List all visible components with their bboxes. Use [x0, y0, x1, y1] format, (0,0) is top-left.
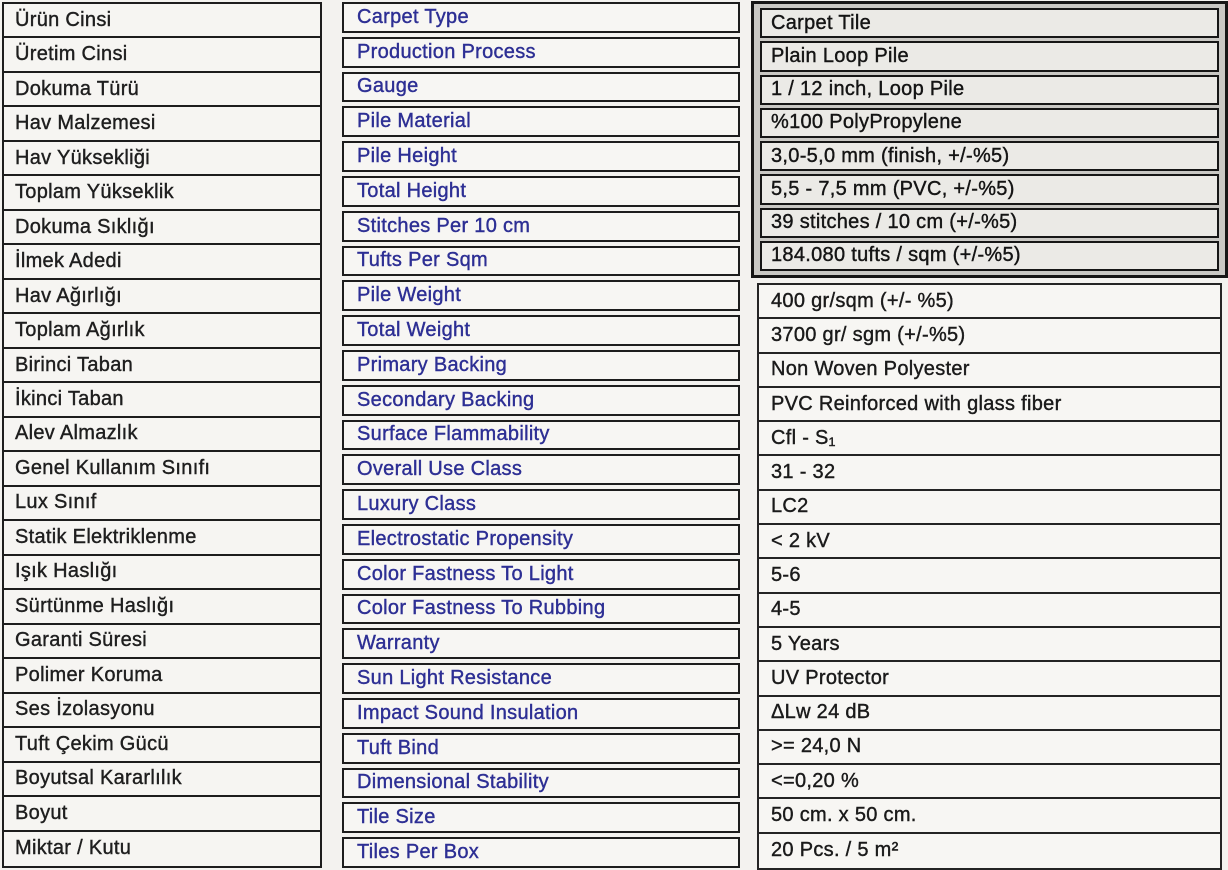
spec-value: 5-6: [759, 559, 1220, 593]
spec-value: 50 cm. x 50 cm.: [759, 799, 1220, 833]
spec-label-tr: Sürtünme Haslığı: [4, 590, 320, 624]
spec-label-en: Carpet Type: [342, 2, 740, 33]
value-column-lower-section: [757, 283, 1222, 870]
spec-label-tr: Miktar / Kutu: [15, 837, 132, 860]
spec-label-en: Dimensional Stability: [342, 768, 740, 799]
spec-label-en: Pile Material: [342, 106, 740, 137]
spec-label-tr: Ses İzolasyonu: [4, 694, 320, 728]
spec-label-en: Tufts Per Sqm: [342, 246, 740, 277]
spec-value: PVC Reinforced with glass fiber: [759, 388, 1220, 422]
spec-label-en: Tiles Per Box: [342, 837, 740, 868]
spec-label-tr: Boyut: [4, 797, 320, 831]
spec-value: Non Woven Polyester: [759, 354, 1220, 388]
spec-label-tr: Üretim Cinsi: [4, 38, 320, 72]
spec-value: <=0,20 %: [759, 765, 1220, 799]
spec-value: Cfl - S₁: [759, 422, 1220, 456]
spec-value: %100 PolyPropylene: [760, 108, 1219, 138]
spec-label-tr: Hav Ağırlığı: [4, 280, 320, 314]
spec-label-tr: Polimer Koruma: [4, 659, 320, 693]
spec-label-en: Pile Weight: [342, 280, 740, 311]
spec-label-tr: İkinci Taban: [4, 383, 320, 417]
spec-label-tr: Dokuma Sıklığı: [4, 211, 320, 245]
spec-label-en: Gauge: [342, 72, 740, 103]
spec-label-en: Sun Light Resistance: [342, 663, 740, 694]
value-column-top-panel: [751, 1, 1228, 278]
spec-label-tr: Statik Elektriklenme: [4, 521, 320, 555]
spec-value: 5 Years: [759, 628, 1220, 662]
spec-label-en: Impact Sound Insulation: [342, 698, 740, 729]
spec-label-en: Tile Size: [342, 802, 740, 833]
spec-label-tr: Tuft Çekim Gücü: [4, 728, 320, 762]
english-label-column: [342, 2, 740, 868]
spec-label-en: Production Process: [342, 37, 740, 68]
spec-label-tr: Hav Yüksekliği: [4, 142, 320, 176]
spec-value: 20 Pcs. / 5 m²: [771, 839, 899, 862]
spec-value: Plain Loop Pile: [760, 41, 1219, 71]
spec-label-tr: Işık Haslığı: [4, 556, 320, 590]
spec-value: ΔLw 24 dB: [759, 697, 1220, 731]
spec-label-en: Total Height: [342, 176, 740, 207]
spec-label-en: Overall Use Class: [342, 454, 740, 485]
spec-label-tr: Garanti Süresi: [4, 625, 320, 659]
spec-value: 1 / 12 inch, Loop Pile: [760, 75, 1219, 105]
spec-label-tr: Dokuma Türü: [4, 73, 320, 107]
spec-value: 39 stitches / 10 cm (+/-%5): [760, 208, 1219, 238]
spec-label-en: Surface Flammability: [342, 420, 740, 451]
spec-label-tr: Hav Malzemesi: [4, 107, 320, 141]
spec-label-tr: Ürün Cinsi: [4, 4, 320, 38]
spec-value: 3,0-5,0 mm (finish, +/-%5): [760, 141, 1219, 171]
spec-value: < 2 kV: [759, 525, 1220, 559]
spec-label-en: Pile Height: [342, 141, 740, 172]
spec-label-tr: İlmek Adedi: [4, 245, 320, 279]
spec-label-en: Warranty: [342, 628, 740, 659]
spec-label-en: Color Fastness To Light: [342, 559, 740, 590]
spec-label-tr: Alev Almazlık: [4, 418, 320, 452]
spec-value: LC2: [759, 491, 1220, 525]
spec-value: 5,5 - 7,5 mm (PVC, +/-%5): [760, 174, 1219, 204]
spec-value: 31 - 32: [759, 456, 1220, 490]
spec-label-en: Primary Backing: [342, 350, 740, 381]
spec-label-en: Tuft Bind: [342, 733, 740, 764]
spec-value: 4-5: [759, 594, 1220, 628]
spec-label-tr: Boyutsal Kararlılık: [4, 763, 320, 797]
turkish-label-column: [2, 2, 322, 868]
spec-value: UV Protector: [759, 662, 1220, 696]
spec-value: 184.080 tufts / sqm (+/-%5): [760, 241, 1219, 271]
spec-label-en: Luxury Class: [342, 489, 740, 520]
spec-label-en: Electrostatic Propensity: [342, 524, 740, 555]
spec-label-en: Color Fastness To Rubbing: [342, 594, 740, 625]
spec-label-tr: Toplam Ağırlık: [4, 314, 320, 348]
spec-label-tr: Toplam Yükseklik: [4, 176, 320, 210]
spec-label-tr: Genel Kullanım Sınıfı: [4, 452, 320, 486]
spec-label-en: Secondary Backing: [342, 385, 740, 416]
spec-value: Carpet Tile: [760, 8, 1219, 38]
spec-label-en: Total Weight: [342, 315, 740, 346]
spec-value: 3700 gr/ sgm (+/-%5): [759, 319, 1220, 353]
spec-label-tr: Lux Sınıf: [4, 487, 320, 521]
spec-value: 400 gr/sqm (+/- %5): [759, 285, 1220, 319]
spec-label-tr: Birinci Taban: [4, 349, 320, 383]
spec-value: >= 24,0 N: [759, 731, 1220, 765]
spec-label-en: Stitches Per 10 cm: [342, 211, 740, 242]
